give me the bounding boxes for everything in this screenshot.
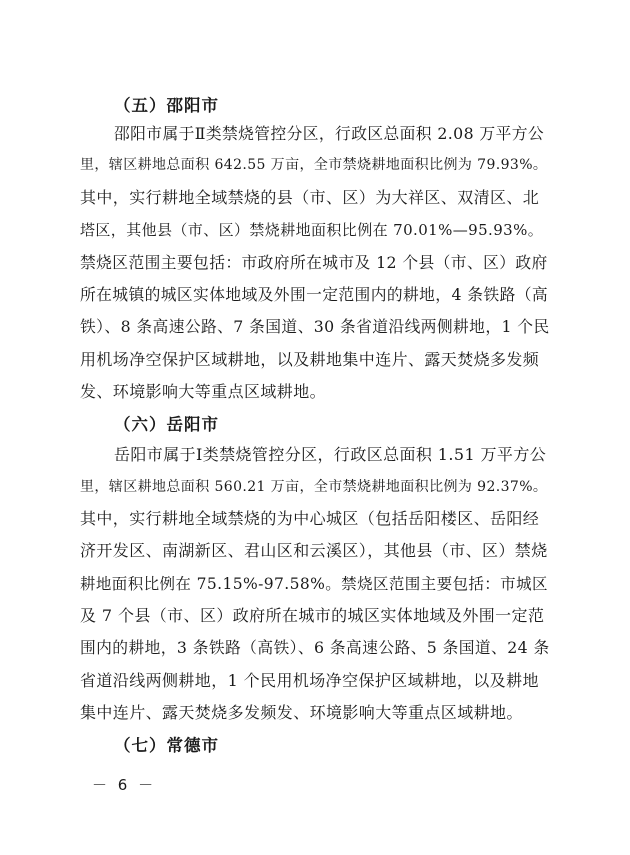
paragraph-line: 塔区，其他县（市、区）禁烧耕地面积比例在 70.01%—95.93%。 (80, 221, 544, 239)
paragraph-line: 及 7 个县（市、区）政府所在城市的城区实体地域及外围一定范 (80, 606, 545, 625)
page-number: － 6 － (92, 776, 157, 794)
paragraph-line: 济开发区、南湖新区、君山区和云溪区），其他县（市、区）禁烧 (80, 541, 548, 560)
paragraph-line: 禁烧区范围主要包括：市政府所在城市及 12 个县（市、区）政府 (80, 253, 548, 272)
paragraph-line: 铁）、8 条高速公路、7 条国道、30 条省道沿线两侧耕地，1 个民 (80, 317, 550, 336)
paragraph-line: 耕地面积比例在 75.15%-97.58%。禁烧区范围主要包括：市城区 (80, 575, 548, 593)
paragraph-line: 发、环境影响大等重点区域耕地。 (80, 382, 327, 401)
paragraph-line: 其中，实行耕地全域禁烧的县（市、区）为大祥区、双清区、北 (80, 188, 540, 207)
paragraph-line: 省道沿线两侧耕地，1 个民用机场净空保护区域耕地，以及耕地 (80, 671, 539, 690)
section-heading-yueyang: （六）岳阳市 (114, 415, 219, 434)
section-heading-changde: （七）常德市 (114, 736, 219, 755)
paragraph-line: 其中，实行耕地全域禁烧的为中心城区（包括岳阳楼区、岳阳经 (80, 509, 540, 528)
paragraph-line: 围内的耕地，3 条铁路（高铁）、6 条高速公路、5 条国道、24 条 (80, 638, 550, 657)
paragraph-line: 集中连片、露天焚烧多发频发、环境影响大等重点区域耕地。 (80, 703, 523, 722)
paragraph-line: 里，辖区耕地总面积 642.55 万亩，全市禁烧耕地面积比例为 79.93%。 (80, 157, 548, 173)
paragraph-line: 里，辖区耕地总面积 560.21 万亩，全市禁烧耕地面积比例为 92.37%。 (80, 479, 548, 495)
paragraph-line: 用机场净空保护区域耕地，以及耕地集中连片、露天焚烧多发频 (80, 350, 540, 369)
paragraph-line: 邵阳市属于Ⅱ类禁烧管控分区，行政区总面积 2.08 万平方公 (114, 124, 545, 143)
section-heading-shaoyang: （五）邵阳市 (114, 96, 219, 115)
paragraph-line: 所在城镇的城区实体地域及外围一定范围内的耕地，4 条铁路（高 (80, 285, 549, 304)
paragraph-line: 岳阳市属于Ⅰ类禁烧管控分区，行政区总面积 1.51 万平方公 (114, 445, 547, 464)
